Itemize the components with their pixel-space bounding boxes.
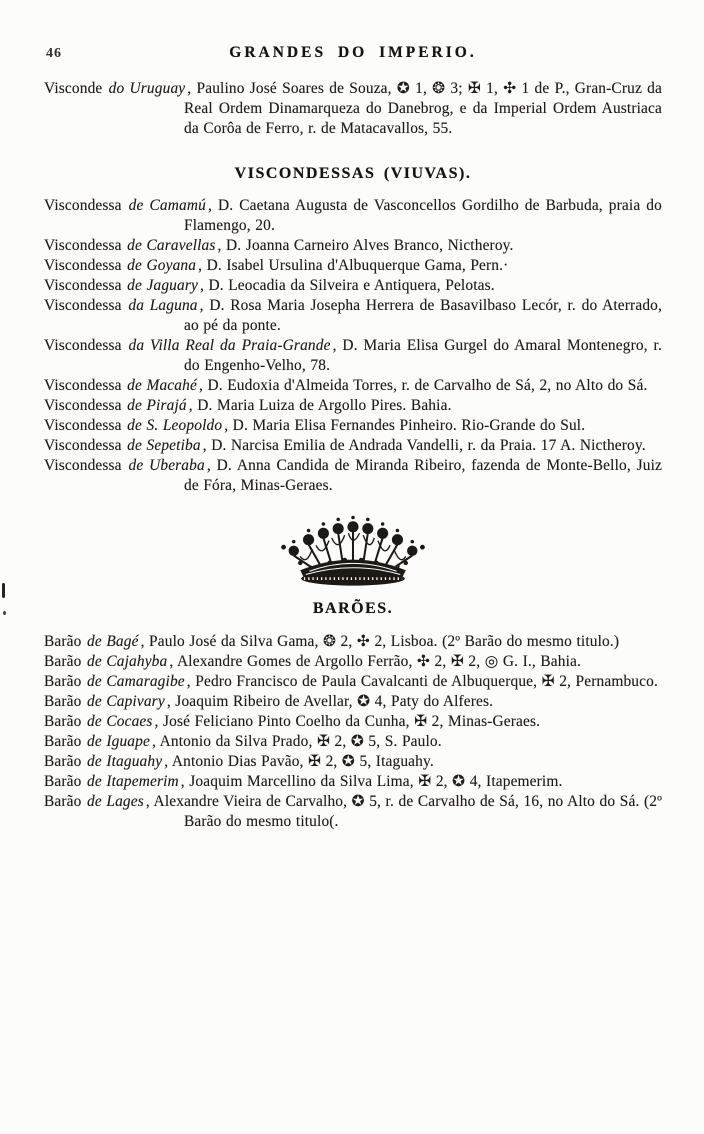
entry-title: de Jaguary [127,277,198,294]
entry-prefix: Visconde [44,80,103,97]
entry-prefix: Barão [44,793,82,810]
entry-text: , D. Caetana Augusta de Vasconcellos Gordilho de Barbuda, praia do Flamengo, 20. [184,197,662,234]
entry-text: , Joaquim Marcellino da Silva Lima, ✠ 2, ✪ 4, Itapemerim. [180,773,563,790]
noble-entry [44,632,662,652]
entry-prefix: Barão [44,733,82,750]
noble-entry [44,276,662,296]
entry-text: , Alexandre Vieira de Carvalho, ✪ 5, r. de Carvalho de Sá, 16, no Alto do Sá. (2º Barão do mesmo titulo(. [145,793,662,830]
entry-text: , Alexandre Gomes de Argollo Ferrão, ✣ 2, ✠ 2, ◎ G. I., Bahia. [169,653,582,670]
entry-prefix: Barão [44,633,82,650]
entry-title: de Capivary [87,693,165,710]
entry-title: de Bagé [87,633,139,650]
entry-title: de Pirajá [127,397,187,414]
entry-prefix: Viscondessa [44,277,122,294]
entry-title: da Villa Real da Praia-Grande [128,337,331,354]
noble-entry-visconde-uruguay [44,79,662,139]
noble-entry [44,792,662,832]
entry-text: , D. Maria Elisa Gurgel do Amaral Montenegro, r. do Engenho-Velho, 78. [184,337,662,374]
entry-text: , D. Anna Candida de Miranda Ribeiro, fazenda de Monte-Bello, Juiz de Fóra, Minas-Geraes. [184,457,663,494]
entry-title: de Camamú [128,197,206,214]
entry-title: de Cocaes [87,713,153,730]
noble-entry [44,652,662,672]
entry-text: , D. Eudoxia d'Almeida Torres, r. de Carvalho de Sá, 2, no Alto do Sá. [198,377,648,394]
entry-prefix: Barão [44,653,82,670]
entry-prefix: Barão [44,713,82,730]
noble-entry [44,336,662,376]
section-heading-viscondessas: VISCONDESSAS (VIUVAS). [234,165,472,182]
noble-entry [44,692,662,712]
noble-entry [44,396,662,416]
noble-entry [44,732,662,752]
entry-prefix: Viscondessa [44,457,122,474]
baroes-list [44,632,662,832]
barons-crown-ornament [44,510,662,590]
noble-entry [44,416,662,436]
entry-title: da Laguna [128,297,198,314]
entry-prefix: Barão [44,753,82,770]
noble-entry [44,456,662,496]
entry-text: , D. Leocadia da Silveira e Antiquera, Pelotas. [199,277,495,294]
entry-title: de Cajahyba [87,653,168,670]
entry-prefix: Viscondessa [44,237,122,254]
entry-prefix: Viscondessa [44,337,122,354]
noble-entry [44,376,662,396]
entry-prefix: Viscondessa [44,417,122,434]
entry-title: de Lages [87,793,144,810]
section-heading-baroes: BARÕES. [312,600,394,617]
noble-entry [44,772,662,792]
entry-prefix: Barão [44,773,82,790]
entry-text: , D. Maria Elisa Fernandes Pinheiro. Rio-Grande do Sul. [224,417,586,434]
entry-text: , Antonio da Silva Prado, ✠ 2, ✪ 5, S. Paulo. [151,733,442,750]
viscondessas-list [44,196,662,496]
entry-text: , Paulo José da Silva Gama, ❂ 2, ✣ 2, Lisboa. (2º Barão do mesmo titulo.) [140,633,620,650]
entry-text: , D. Maria Luiza de Argollo Pires. Bahia. [188,397,452,414]
entry-prefix: Barão [44,673,82,690]
noble-entry [44,296,662,336]
running-title: GRANDES DO IMPERIO. [229,44,477,61]
noble-entry [44,256,662,276]
entry-prefix: Viscondessa [44,197,122,214]
entry-prefix: Viscondessa [44,377,122,394]
entry-title: de S. Leopoldo [127,417,223,434]
entry-title: de Caravellas [127,237,216,254]
entry-prefix: Viscondessa [44,257,122,274]
noble-entry [44,436,662,456]
entry-title: de Sepetiba [127,437,201,454]
entry-text: , Pedro Francisco de Paula Cavalcanti de Albuquerque, ✠ 2, Pernambuco. [186,673,658,690]
entry-prefix: Barão [44,693,82,710]
entry-title: de Uberaba [128,457,205,474]
entry-prefix: Viscondessa [44,397,122,414]
entry-text: , Joaquim Ribeiro de Avellar, ✪ 4, Paty do Alferes. [166,693,494,710]
barons-crown-icon [278,510,428,588]
noble-entry [44,752,662,772]
scan-artifact-dash [2,583,5,598]
scan-artifact-dot [3,611,6,615]
page-header [44,44,662,66]
entry-title: de Goyana [127,257,197,274]
entry-title: do Uruguay [108,80,186,97]
page-number: 46 [46,46,62,61]
entry-text: , D. Joanna Carneiro Alves Branco, Nictheroy. [217,237,514,254]
entry-text: , D. Isabel Ursulina d'Albuquerque Gama, Pern.· [198,257,509,274]
entry-text: , D. Rosa Maria Josepha Herrera de Basavilbaso Lecór, r. do Aterrado, ao pé da ponte. [184,297,663,334]
entry-text: , D. Narcisa Emilia de Andrada Vandelli, r. da Praia. 17 A. Nictheroy. [202,437,646,454]
entry-text: , José Feliciano Pinto Coelho da Cunha, ✠ 2, Minas-Geraes. [154,713,541,730]
entry-title: de Itaguahy [87,753,163,770]
entry-text: , Paulino José Soares de Souza, ✪ 1, ❂ 3; ✠ 1, ✣ 1 de P., Gran-Cruz da Real Ordem Dinamarqueza do Danebrog, e da Imperial Ordem Austriaca da Corôa de Ferro, r. de Matacavallos, 55. [184,80,662,137]
noble-entry [44,196,662,236]
entry-prefix: Viscondessa [44,437,122,454]
entry-title: de Camaragibe [87,673,185,690]
entry-prefix: Viscondessa [44,297,122,314]
entry-text: , Antonio Dias Pavão, ✠ 2, ✪ 5, Itaguahy. [164,753,434,770]
entry-title: de Itapemerim [87,773,179,790]
noble-entry [44,672,662,692]
noble-entry [44,236,662,256]
entry-title: de Macahé [127,377,197,394]
noble-entry [44,712,662,732]
entry-title: de Iguape [87,733,150,750]
